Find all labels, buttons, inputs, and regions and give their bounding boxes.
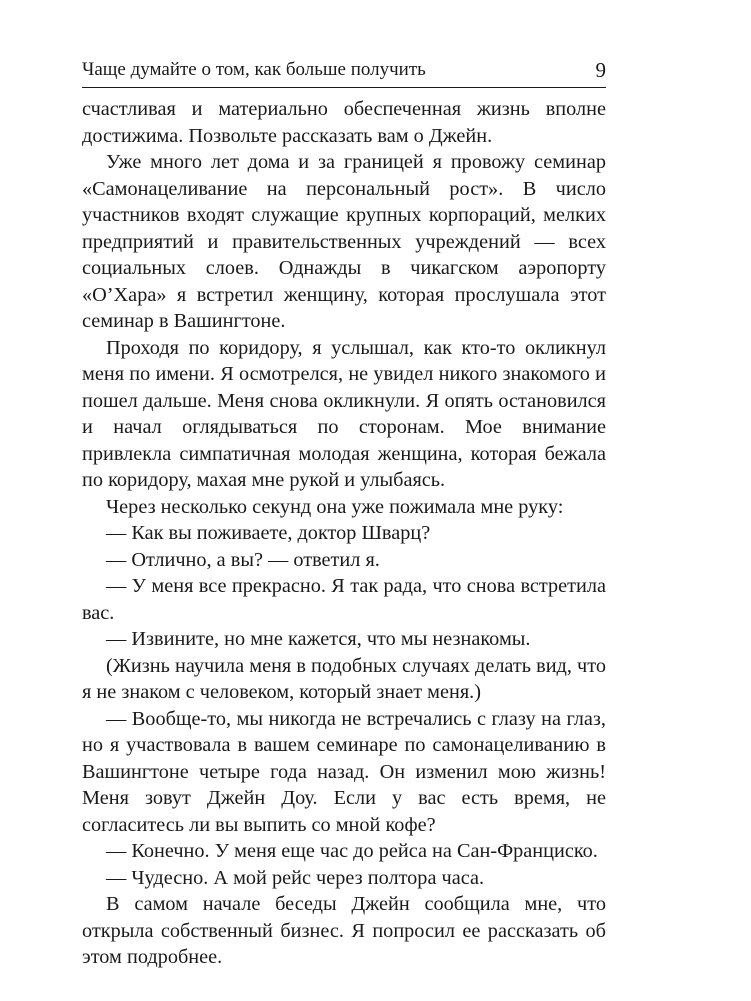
body-text [82, 96, 606, 971]
paragraph-seminar: Уже много лет дома и за границей я провожу семинар «Самонацеливание на персональный рост». В число участников входят служащие крупных корпораций, мелких предприятий и правительственных учреждений — всех социальных слоев. Однажды в чикагском аэропорту «О’Хара» я встретил женщину, которая прослушала этот семинар в Вашингтоне. [82, 151, 606, 332]
paragraph-handshake: Через несколько секунд она уже пожимала мне руку: [106, 495, 564, 518]
paragraph-continuation: счастливая и материально обеспеченная жизнь вполне достижима. Позвольте рассказать вам о Джейн. [82, 98, 606, 147]
paragraph-business: В самом начале беседы Джейн сообщила мне, что открыла собственный бизнес. Я попросил ее рассказать об этом подробнее. [82, 893, 606, 968]
header-rule [82, 87, 606, 88]
dialogue-line: — Извините, но мне кажется, что мы незнакомы. [106, 628, 531, 650]
paragraph-corridor: Проходя по коридору, я услышал, как кто-то окликнул меня по имени. Я осмотрелся, не увидел никого знакомого и пошел дальше. Меня снова окликнули. Я опять остановился и начал оглядываться по сторонам. Мое внимание привлекла симпатичная молодая женщина, которая бежала по коридору, махая мне рукой и улыбаясь. [82, 336, 606, 491]
page-number: 9 [595, 58, 606, 82]
dialogue-line: — Чудесно. А мой рейс через полтора часа. [106, 866, 485, 889]
dialogue-line: — Отлично, а вы? — ответил я. [106, 548, 380, 571]
dialogue-line: — Конечно. У меня еще час до рейса на Сан-Франциско. [106, 840, 598, 862]
running-head [82, 56, 606, 88]
book-page [82, 0, 606, 1001]
running-title: Чаще думайте о том, как больше получить [82, 59, 426, 80]
dialogue-line: — Как вы поживаете, доктор Шварц? [106, 522, 431, 544]
paragraph-aside: (Жизнь научила меня в подобных случаях делать вид, что я не знаком с человеком, который знает меня.) [82, 654, 606, 703]
dialogue-line: — У меня все прекрасно. Я так рада, что снова встретила вас. [82, 575, 606, 624]
dialogue-line: — Вообще-то, мы никогда не встречались с глазу на глаз, но я участвовала в вашем семинаре по самонацеливанию в Вашингтоне четыре года назад. Он изменил мою жизнь! Меня зовут Джейн Доу. Если у вас есть время, не согласитесь ли вы выпить со мной кофе? [82, 707, 606, 836]
